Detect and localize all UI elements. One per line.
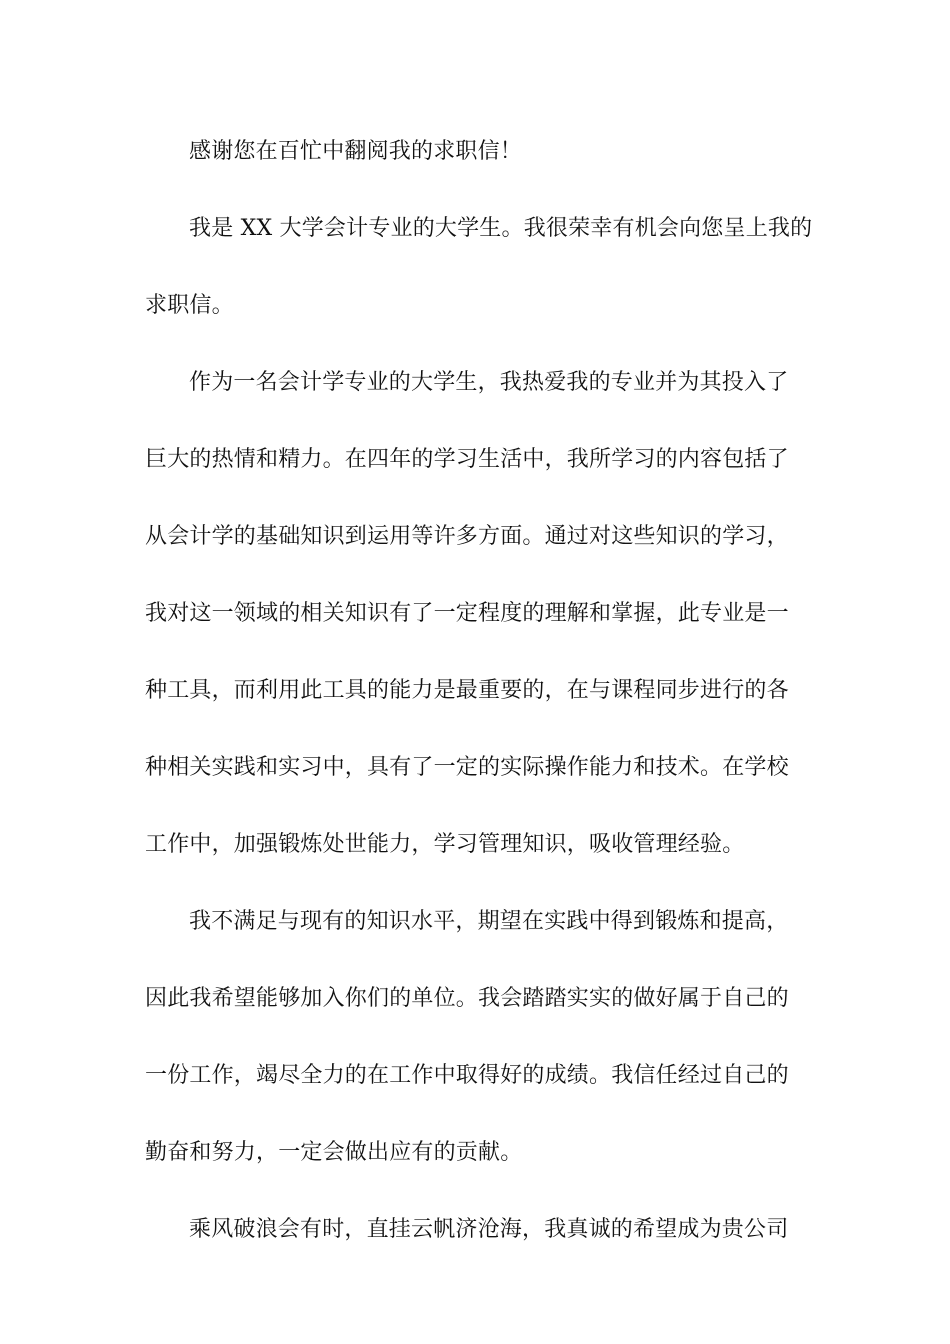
paragraph-thanks bbox=[145, 128, 807, 205]
paragraph-line: 我对这一领域的相关知识有了一定程度的理解和掌握，此专业是一 bbox=[145, 601, 789, 626]
paragraph-line: 感谢您在百忙中翻阅我的求职信！ bbox=[189, 139, 523, 164]
paragraph-closing bbox=[145, 1206, 807, 1283]
paragraph-line: 求职信。 bbox=[145, 293, 234, 318]
paragraph-aspiration bbox=[145, 898, 807, 1206]
paragraph-line: 巨大的热情和精力。在四年的学习生活中，我所学习的内容包括了 bbox=[145, 447, 789, 472]
paragraph-line: 因此我希望能够加入你们的单位。我会踏踏实实的做好属于自己的 bbox=[145, 986, 789, 1011]
paragraph-line: 我不满足与现有的知识水平，期望在实践中得到锻炼和提高， bbox=[189, 909, 789, 934]
paragraph-line: 勤奋和努力，一定会做出应有的贡献。 bbox=[145, 1140, 523, 1165]
paragraph-line: 乘风破浪会有时，直挂云帆济沧海，我真诚的希望成为贵公司 bbox=[189, 1217, 789, 1242]
paragraph-line: 我是 XX 大学会计专业的大学生。我很荣幸有机会向您呈上我的 bbox=[189, 216, 813, 241]
letter-body bbox=[145, 128, 813, 1283]
paragraph-introduction bbox=[145, 205, 813, 359]
paragraph-line: 从会计学的基础知识到运用等许多方面。通过对这些知识的学习， bbox=[145, 524, 789, 549]
paragraph-line: 工作中，加强锻炼处世能力，学习管理知识，吸收管理经验。 bbox=[145, 832, 745, 857]
paragraph-line: 一份工作，竭尽全力的在工作中取得好的成绩。我信任经过自己的 bbox=[145, 1063, 789, 1088]
paragraph-line: 作为一名会计学专业的大学生，我热爱我的专业并为其投入了 bbox=[189, 370, 789, 395]
paragraph-education bbox=[145, 359, 807, 898]
paragraph-line: 种工具，而利用此工具的能力是最重要的，在与课程同步进行的各 bbox=[145, 678, 789, 703]
paragraph-line: 种相关实践和实习中，具有了一定的实际操作能力和技术。在学校 bbox=[145, 755, 789, 780]
